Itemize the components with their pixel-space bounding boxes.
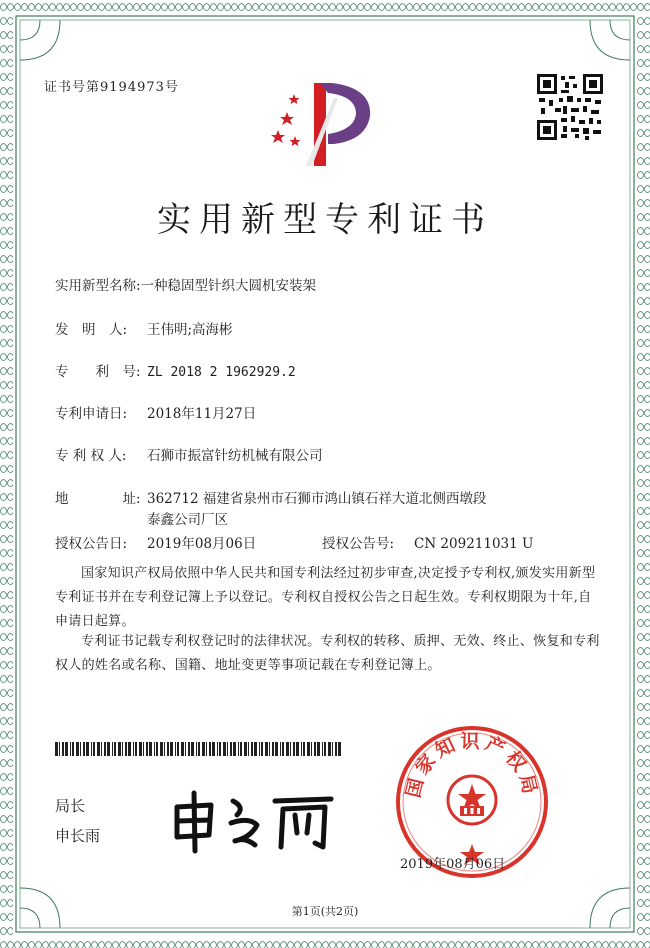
field-label: 实用新型名称: (55, 278, 141, 294)
field-grant-number (322, 532, 533, 552)
field-value: 王伟明;高海彬 (147, 322, 233, 338)
field-value: 一种稳固型针织大圆机安装架 (140, 278, 317, 294)
field-label: 授权公告日: (55, 536, 128, 552)
field-value: 2019年08月06日 (147, 536, 257, 552)
body-paragraph-2: 专利证书记载专利权登记时的法律状况。专利权的转移、质押、无效、终止、恢复和专利权人的姓名或名称、国籍、地址变更等事项记载在专利登记簿上。 (55, 634, 600, 673)
field-inventor (55, 318, 233, 338)
field-utility-model-name (55, 274, 316, 294)
cnipa-logo-icon (268, 78, 380, 168)
field-label: 专 利 号: (55, 364, 141, 380)
field-value: 362712 福建省泉州市石狮市鸿山镇石祥大道北侧西墩段 (147, 491, 487, 507)
qr-code-icon (535, 72, 605, 142)
field-patentee (55, 444, 323, 464)
handwritten-signature-icon (165, 785, 340, 855)
body-paragraph-1: 国家知识产权局依照中华人民共和国专利法经过初步审查,决定授予专利权,颁发实用新型专利证书并在专利登记簿上予以登记。专利权自授权公告之日起生效。专利权期限为十年,自申请日起算。 (55, 566, 596, 629)
seal-date: 2019年08月06日 (400, 857, 506, 872)
field-grant-date (55, 532, 256, 552)
field-patent-number (55, 360, 296, 380)
field-value: 2018年11月27日 (147, 406, 257, 422)
barcode-icon (55, 742, 345, 756)
field-label: 专 利 权 人: (55, 448, 127, 464)
field-value: ZL 2018 2 1962929.2 (147, 365, 296, 380)
field-label: 授权公告号: (322, 536, 395, 552)
field-address-line2: 泰鑫公司厂区 (147, 512, 228, 528)
signatory-name: 申长雨 (55, 827, 101, 845)
field-address (55, 487, 486, 507)
field-filing-date (55, 402, 256, 422)
signature-title: 局长 (55, 797, 86, 815)
page-indicator: 第1页(共2页) (291, 905, 359, 918)
field-label: 地 址: (55, 491, 141, 507)
field-label: 发 明 人: (55, 322, 128, 338)
field-value: CN 209211031 U (414, 536, 534, 552)
field-value: 石狮市振富针纺机械有限公司 (147, 448, 323, 464)
field-label: 专利申请日: (55, 406, 128, 422)
seal-text: 国家知识产权局 (402, 730, 542, 800)
certificate-title: 实用新型专利证书 (157, 200, 493, 240)
certificate-number: 证书号第9194973号 (44, 80, 179, 95)
